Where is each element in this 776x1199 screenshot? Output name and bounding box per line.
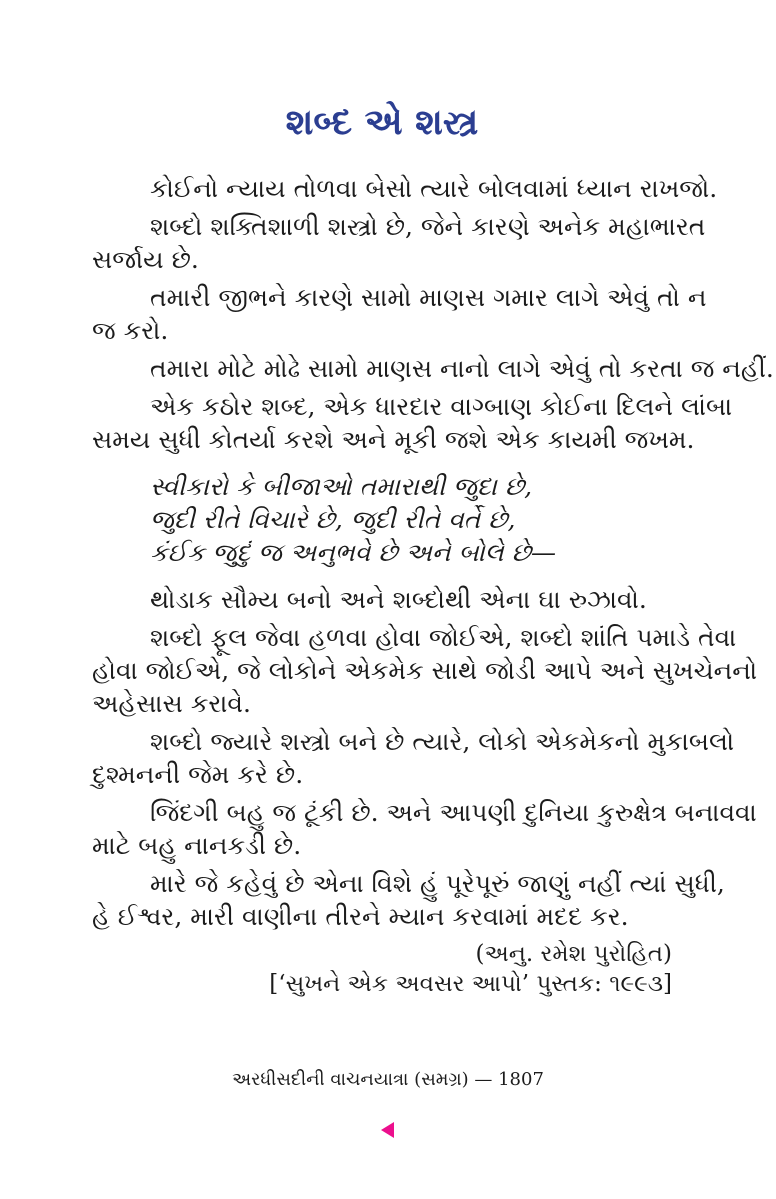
text-line: જિંદગી બહુ જ ટૂંકી છે. અને આપણી દુનિયા કુરુક્ષેત્ર બનાવવા bbox=[150, 798, 757, 827]
paragraph-2 bbox=[92, 210, 706, 276]
text-line: મારે જે કહેવું છે એના વિશે હું પૂરેપૂરું જાણું નહીં ત્યાં સુધી, bbox=[150, 869, 725, 898]
translator-credit: (અનુ. રમેશ પુરોહિત) bbox=[475, 941, 672, 967]
paragraph-5 bbox=[92, 390, 733, 456]
text-line: શબ્દો શક્તિશાળી શસ્ત્રો છે, જેને કારણે અનેક મહાભારત bbox=[150, 212, 706, 241]
paragraph-3 bbox=[92, 281, 707, 347]
text-line: કોઈનો ન્યાય તોળવા બેસો ત્યારે બોલવામાં ધ્યાન રાખજો. bbox=[150, 174, 718, 203]
text-line: જ કરો. bbox=[92, 316, 169, 345]
text-line: અહેસાસ કરાવે. bbox=[92, 689, 251, 718]
text-line: તમારી જીભને કારણે સામો માણસ ગમાર લાગે એવું તો ન bbox=[150, 283, 707, 312]
footer-page-info: અરધીસદીની વાચનયાત્રા (સમગ્ર) — 1807 bbox=[232, 1069, 544, 1090]
verse-line: સ્વીકારો કે બીજાઓ તમારાથી જુદા છે, bbox=[150, 472, 533, 501]
paragraph-9 bbox=[92, 796, 757, 862]
paragraph-6 bbox=[92, 583, 672, 616]
verse-line: જુદી રીતે વિચારે છે, જુદી રીતે વર્તે છે, bbox=[150, 505, 516, 534]
paragraph-8 bbox=[92, 725, 735, 791]
page-title: શબ્દ એ શસ્ત્ર bbox=[285, 101, 479, 143]
paragraph-7 bbox=[92, 621, 758, 720]
paragraph-4 bbox=[92, 352, 774, 385]
source-credit: [‘સુખને એક અવસર આપો’ પુસ્તક: ૧૯૯૩] bbox=[269, 971, 672, 997]
previous-page-arrow-icon[interactable] bbox=[381, 1122, 394, 1138]
verse-line: કંઈક જુદું જ અનુભવે છે અને બોલે છે— bbox=[150, 538, 556, 567]
text-line: દુશ્મનની જેમ કરે છે. bbox=[92, 760, 304, 789]
text-line: હોવા જોઈએ, જે લોકોને એકમેક સાથે જોડી આપે અને સુખચેનનો bbox=[92, 656, 758, 685]
text-line: એક કઠોર શબ્દ, એક ધારદાર વાગ્બાણ કોઈના દિલને લાંબા bbox=[150, 392, 733, 421]
paragraph-1 bbox=[92, 172, 718, 205]
text-line: શબ્દો જ્યારે શસ્ત્રો બને છે ત્યારે, લોકો એકમેકનો મુકાબલો bbox=[150, 727, 735, 756]
text-line: હે ઈશ્વર, મારી વાણીના તીરને મ્યાન કરવામાં મદદ કર. bbox=[92, 902, 629, 931]
text-line: સમય સુધી કોતર્યા કરશે અને મૂકી જશે એક કાયમી જખમ. bbox=[92, 425, 695, 454]
credits-block bbox=[92, 939, 672, 999]
text-line: સર્જાય છે. bbox=[92, 245, 199, 274]
text-line: માટે બહુ નાનકડી છે. bbox=[92, 831, 302, 860]
article-body bbox=[92, 0, 774, 999]
verse-block bbox=[92, 470, 672, 569]
text-line: તમારા મોટે મોઢે સામો માણસ નાનો લાગે એવું તો કરતા જ નહીં. bbox=[150, 354, 774, 383]
text-line: શબ્દો ફૂલ જેવા હળવા હોવા જોઈએ, શબ્દો શાંતિ પમાડે તેવા bbox=[150, 623, 737, 652]
paragraph-10 bbox=[92, 867, 725, 933]
text-line: થોડાક સૌમ્ય બનો અને શબ્દોથી એના ઘા રુઝાવો. bbox=[150, 585, 647, 614]
